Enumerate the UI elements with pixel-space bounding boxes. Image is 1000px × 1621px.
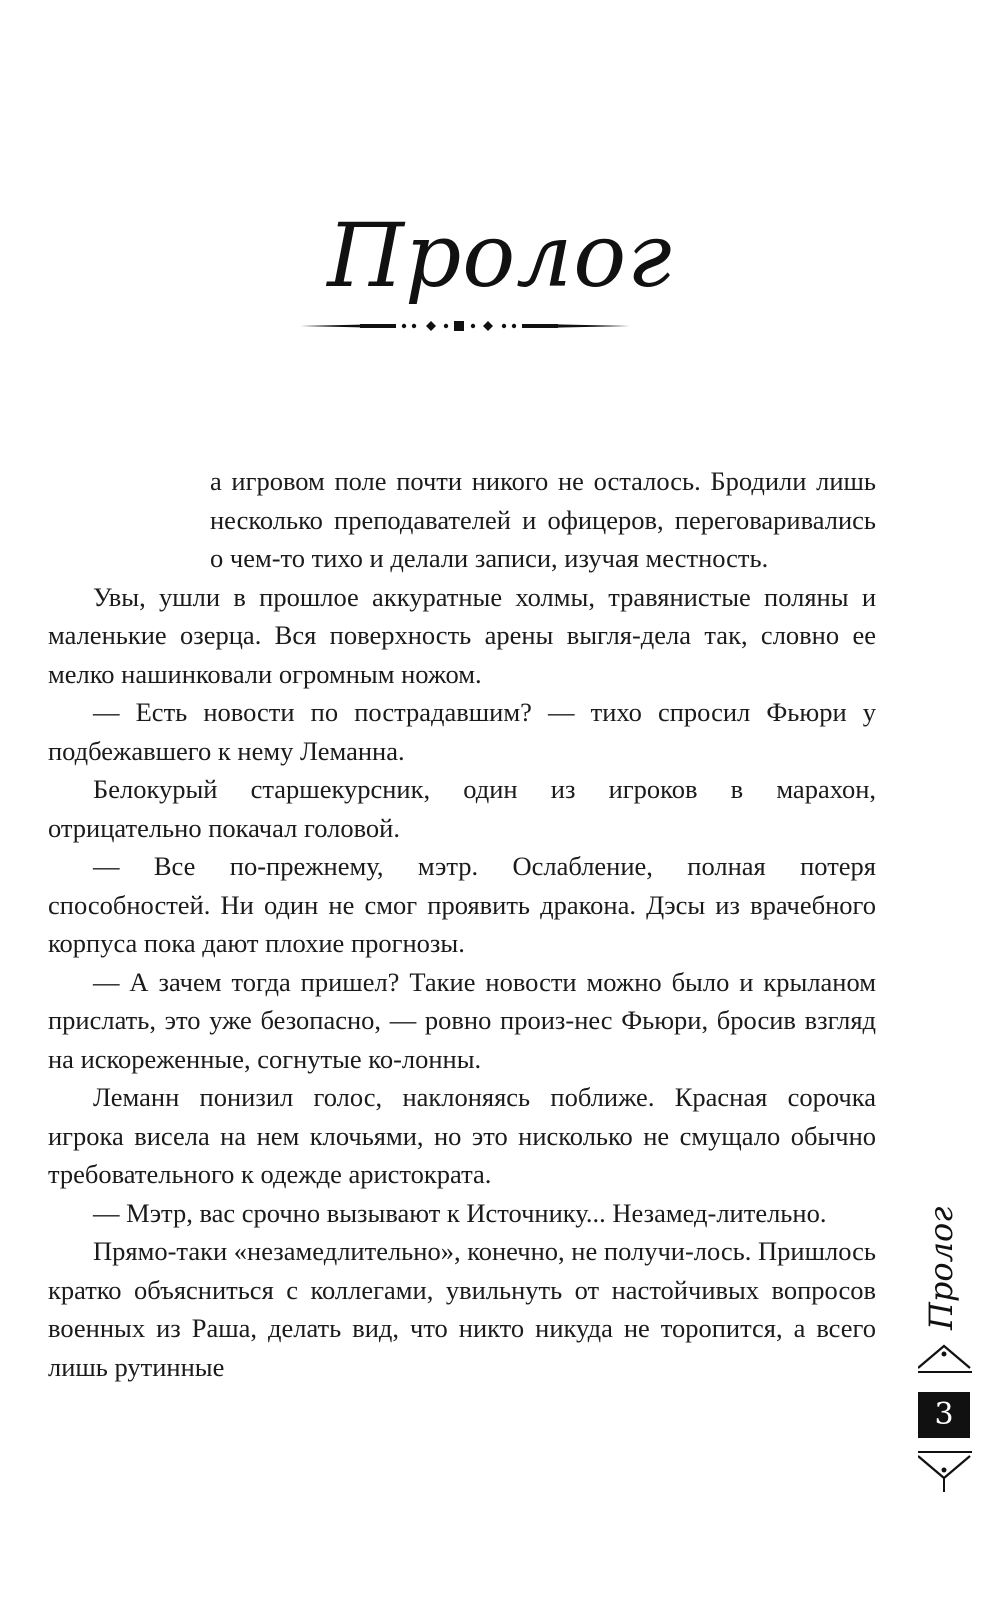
ornament-diamond — [426, 321, 436, 331]
paragraph-2: Увы, ушли в прошлое аккуратные холмы, травянистые поляны и маленькие озерца. Вся поверхность арены выгля-дела так, словно ее мелко нашинковали огромным ножом. — [48, 581, 876, 689]
ornament-dot — [512, 324, 516, 328]
paragraph-3: — Есть новости по пострадавшим? — тихо спросил Фьюри у подбежавшего к нему Леманна. — [48, 697, 876, 766]
ornament-square — [454, 321, 464, 331]
page-number: 3 — [918, 1392, 970, 1438]
paragraph-8: — Мэтр, вас срочно вызывают к Источнику... Незамед-лительно. — [93, 1197, 827, 1228]
title-ornament — [300, 318, 630, 334]
ornament-bar-left — [360, 324, 396, 328]
paragraph-5: — Все по-прежнему, мэтр. Ослабление, полная потеря способностей. Ни один не смог проявить дракона. Дэсы из врачебного корпуса пока дают плохие прогнозы. — [48, 851, 876, 958]
ornament-chevron-bottom — [918, 1456, 970, 1478]
paragraph-6: — А зачем тогда пришел? Такие новости можно было и крыланом прислать, это уже безопасно, — ровно произ-нес Фьюри, бросив взгляд на искореженные, согнутые ко-лонны. — [48, 966, 876, 1074]
ornament-dot — [942, 1468, 947, 1473]
body-text — [48, 462, 876, 1386]
ornament-dot — [444, 324, 448, 328]
drop-cap-space — [48, 462, 210, 574]
ornament-line-right — [540, 324, 630, 328]
ornament-dot — [471, 324, 475, 328]
ornament-dot — [942, 1352, 947, 1357]
paragraph-1: а игровом поле почти никого не осталось. Бродили лишь несколько преподавателей и офицеров, переговаривались о чем-то тихо и делали записи, изучая местность. — [48, 462, 876, 578]
ornament-dot — [412, 324, 416, 328]
paragraph-7: Леманн понизил голос, наклоняясь поближе. Красная сорочка игрока висела на нем клочьями, но это нисколько не смущало обычно требовательного к одежде аристократа. — [48, 1082, 876, 1189]
ornament-chevron-top — [918, 1346, 970, 1368]
paragraph-4: Белокурый старшекурсник, один из игроков в марахон, отрицательно покачал головой. — [48, 774, 876, 843]
ornament-diamond — [483, 321, 493, 331]
chapter-title: Пролог — [327, 204, 673, 307]
ornament-dot — [502, 324, 506, 328]
paragraph-9: Прямо-таки «незамедлительно», конечно, не получи-лось. Пришлось кратко объясниться с коллегами, увильнуть от настойчивых вопросов военных из Раша, делать вид, что никто никуда не торопится, а всего лишь рутинные — [48, 1236, 876, 1382]
ornament-dot — [402, 324, 406, 328]
